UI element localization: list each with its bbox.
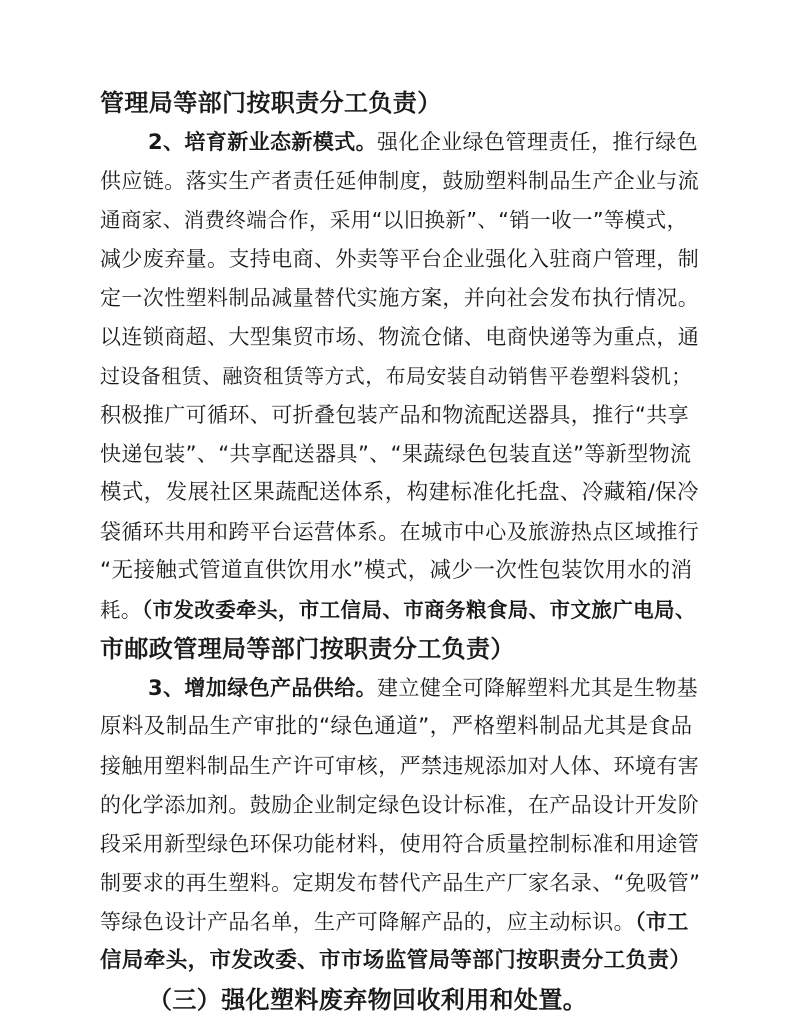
text-run: 快递包装”、“共享配送器具”、“果蔬绿色包装直送”等新型物流 — [100, 442, 692, 466]
text-line — [100, 593, 700, 627]
text-line — [100, 788, 700, 822]
text-run: 供应链。落实生产者责任延伸制度，鼓励塑料制品生产企业与流 — [100, 169, 700, 193]
text-line — [148, 983, 700, 1017]
text-line — [148, 125, 700, 159]
text-line — [100, 242, 700, 276]
text-line — [100, 281, 700, 315]
text-line — [100, 944, 700, 978]
text-run: 等绿色设计产品名单，生产可降解产品的，应主动标识。 — [100, 910, 635, 934]
text-line — [100, 437, 700, 471]
text-line — [100, 515, 700, 549]
text-line — [100, 749, 700, 783]
text-run: 通商家、消费终端合作，采用“以旧换新”、“销一收一”等模式， — [100, 208, 688, 232]
responsibility-note: （市发改委牵头，市工信局、市商务粮食局、市文旅广电局、 — [141, 598, 696, 622]
text-run: 的化学添加剂。鼓励企业制定绿色设计标准，在产品设计开发阶 — [100, 793, 700, 817]
text-line — [100, 866, 700, 900]
section-heading: （三）强化塑料废弃物回收利用和处置。 — [148, 986, 588, 1014]
text-line — [100, 554, 700, 588]
section-heading: 3、增加绿色产品供给。 — [148, 676, 378, 700]
text-run: 接触用塑料制品生产许可审核，严禁违规添加对人体、环境有害 — [100, 754, 700, 778]
text-run: 袋循环共用和跨平台运营体系。在城市中心及旅游热点区域推行 — [100, 520, 700, 544]
text-run: 过设备租赁、融资租赁等方式，布局安装自动销售平卷塑料袋机； — [100, 364, 692, 388]
text-run: 制要求的再生塑料。定期发布替代产品生产厂家名录、“免吸管” — [100, 871, 700, 895]
text-line — [100, 86, 700, 120]
responsibility-note: 市邮政管理局等部门按职责分工负责） — [100, 635, 515, 663]
text-line — [100, 398, 700, 432]
text-run: 减少废弃量。支持电商、外卖等平台企业强化入驻商户管理，制 — [100, 247, 700, 271]
responsibility-note: 信局牵头，市发改委、市市场监管局等部门按职责分工负责） — [100, 948, 692, 973]
text-run: 以连锁商超、大型集贸市场、物流仓储、电商快递等为重点，通 — [100, 325, 700, 349]
responsibility-note: （市工 — [635, 910, 689, 934]
text-run: 原料及制品生产审批的“绿色通道”，严格塑料制品尤其是食品 — [100, 714, 693, 739]
text-run: 段采用新型绿色环保功能材料，使用符合质量控制标准和用途管 — [100, 832, 700, 856]
text-run: “无接触式管道直供饮用水”模式，减少一次性包装饮用水的消 — [100, 558, 693, 583]
text-run: 强化企业绿色管理责任，推行绿色 — [377, 130, 699, 154]
text-run: 耗。 — [100, 598, 142, 622]
text-line — [100, 710, 700, 744]
text-run: 建立健全可降解塑料尤其是生物基 — [377, 676, 699, 700]
text-line — [100, 203, 700, 237]
text-line — [100, 827, 700, 861]
text-line — [100, 905, 700, 939]
text-line — [100, 320, 700, 354]
text-line — [148, 671, 700, 705]
text-line — [100, 632, 700, 666]
text-line — [100, 359, 700, 393]
text-run: 定一次性塑料制品减量替代实施方案，并向社会发布执行情况。 — [100, 286, 700, 310]
text-run: 管理局等部门按职责分工负责） — [100, 89, 442, 117]
text-line — [100, 476, 700, 510]
section-heading: 2、培育新业态新模式。 — [148, 130, 378, 154]
text-line — [100, 164, 700, 198]
text-run: 积极推广可循环、可折叠包装产品和物流配送器具，推行“共享 — [100, 403, 690, 427]
text-run: 模式，发展社区果蔬配送体系，构建标准化托盘、冷藏箱/保冷 — [100, 480, 699, 505]
